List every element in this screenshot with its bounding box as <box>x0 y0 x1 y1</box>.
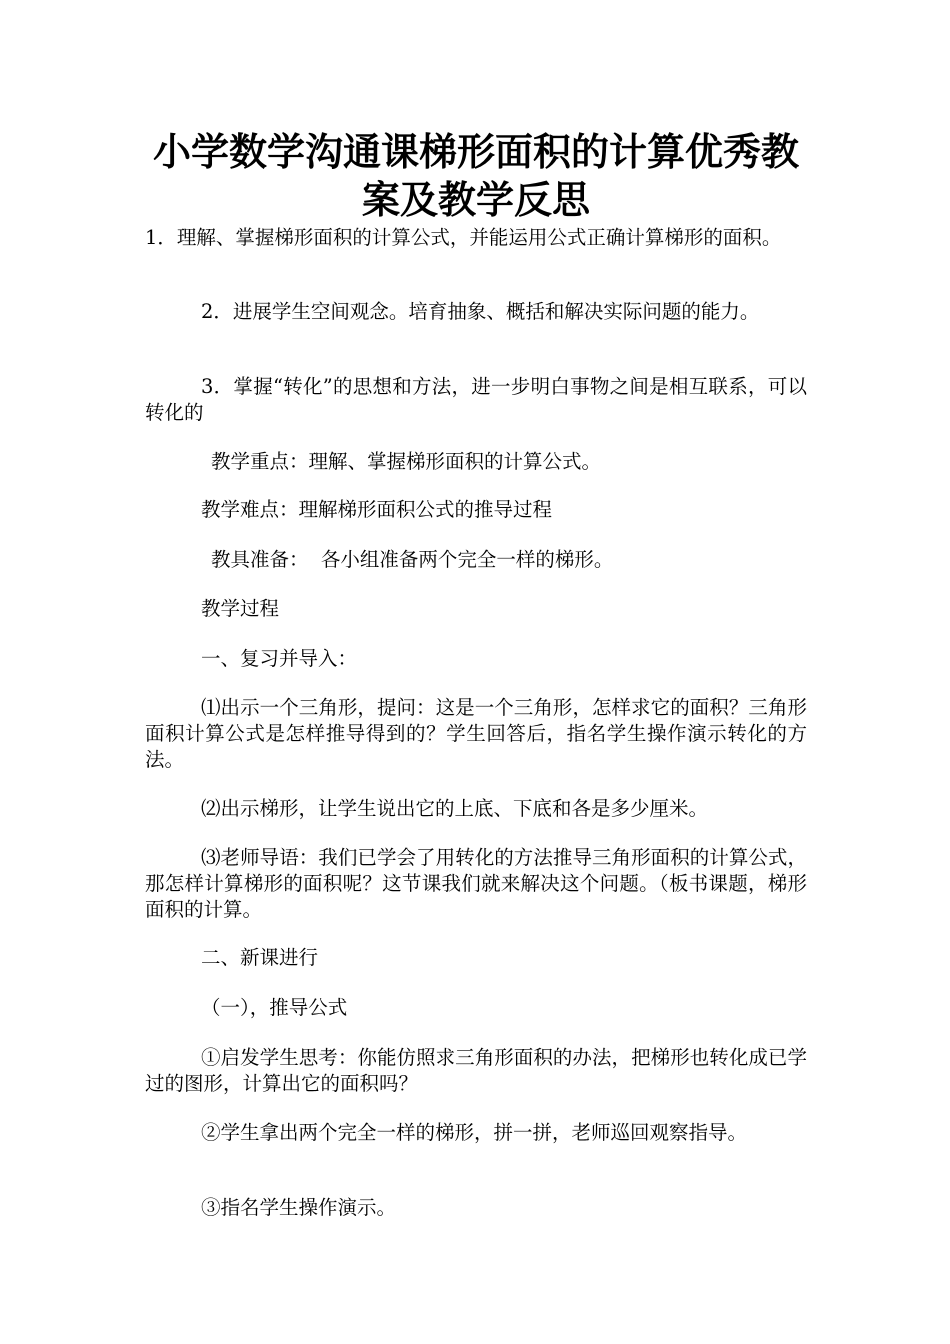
section-2-heading: 二、新课进行 <box>201 946 319 969</box>
document-title: 小学数学沟通课梯形面积的计算优秀教案及教学反思 <box>152 129 799 222</box>
document-page <box>145 0 807 1219</box>
objective-2: 2．进展学生空间观念。培育抽象、概括和解决实际问题的能力。 <box>201 300 760 323</box>
derivation-step-2: ②学生拿出两个完全一样的梯形，拼一拼，老师巡回观察指导。 <box>201 1121 748 1144</box>
teaching-difficulty: 教学难点：理解梯形面积公式的推导过程 <box>201 498 553 521</box>
subsection-1-heading: （一），推导公式 <box>201 996 348 1019</box>
review-step-2: ⑵出示梯形，让学生说出它的上底、下底和各是多少厘米。 <box>201 797 709 820</box>
teaching-process-heading: 教学过程 <box>201 597 280 620</box>
teaching-focus: 教学重点：理解、掌握梯形面积的计算公式。 <box>211 450 602 473</box>
review-step-1: ⑴出示一个三角形，提问：这是一个三角形，怎样求它的面积？三角形面积计算公式是怎样推导得到的？学生回答后，指名学生操作演示转化的方法。 <box>145 696 807 771</box>
section-1-heading: 一、复习并导入： <box>201 647 358 670</box>
objective-1: 1．理解、掌握梯形面积的计算公式，并能运用公式正确计算梯形的面积。 <box>145 226 782 249</box>
review-step-3: ⑶老师导语：我们已学会了用转化的方法推导三角形面积的计算公式，那怎样计算梯形的面积呢？这节课我们就来解决这个问题。（板书课题，梯形面积的计算。 <box>145 846 807 921</box>
derivation-step-1: ①启发学生思考：你能仿照求三角形面积的办法，把梯形也转化成已学过的图形，计算出它的面积吗？ <box>145 1046 807 1095</box>
objective-3: 3．掌握“转化”的思想和方法，进一步明白事物之间是相互联系，可以转化的 <box>145 375 807 424</box>
teaching-aids: 教具准备： 各小组准备两个完全一样的梯形。 <box>211 548 614 571</box>
derivation-step-3: ③指名学生操作演示。 <box>201 1196 397 1219</box>
